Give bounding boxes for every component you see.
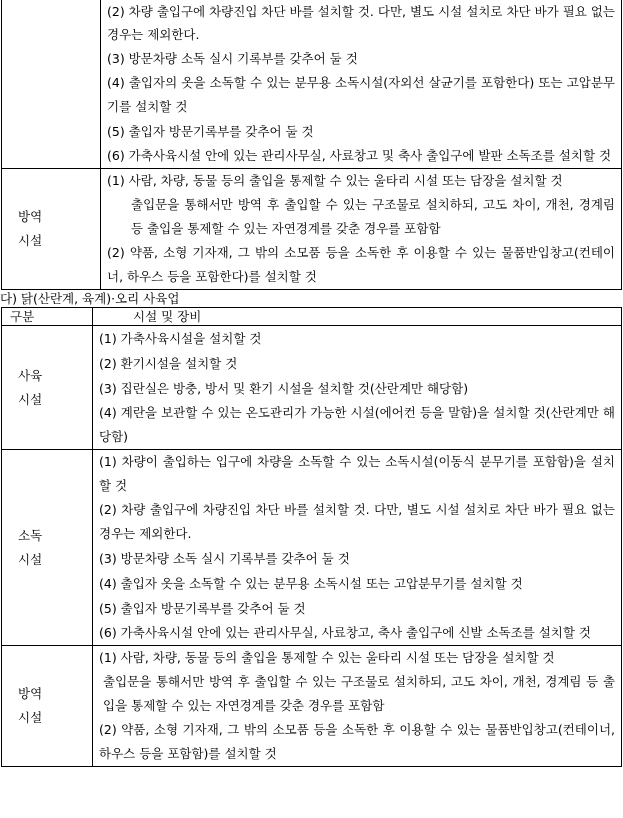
category-label-line1: 방역 <box>18 209 43 224</box>
category-label-line2: 시설 <box>18 551 43 567</box>
list-item: (1) 차량이 출입하는 입구에 차량을 소독할 수 있는 소독시설(이동식 분무기를 포함함)을 설치할 것 <box>99 454 615 493</box>
list-item: (1) 사람, 차량, 동물 등의 출입을 통제할 수 있는 울타리 시설 또는 담장을 설치할 것 <box>107 173 563 188</box>
header-facility: 시설 및 장비 <box>93 308 622 326</box>
quarantine-content <box>101 169 622 290</box>
empty-category-cell <box>2 0 101 169</box>
category-cell <box>2 169 101 290</box>
list-item: (5) 출입자 방문기록부를 갖추어 둘 것 <box>99 601 306 616</box>
breeding-content <box>93 326 622 450</box>
quarantine-content <box>93 646 622 767</box>
list-item: (3) 방문차량 소독 실시 기록부를 갖추어 둘 것 <box>99 551 350 566</box>
list-item: (6) 가축사육시설 안에 있는 관리사무실, 사료창고, 축사 출입구에 신발 소독조를 설치할 것 <box>99 625 591 640</box>
list-item: (2) 차량 출입구에 차량진입 차단 바를 설치할 것. 다만, 별도 시설 설치로 차단 바가 필요 없는 경우는 제외한다. <box>107 4 615 42</box>
disinfection-continued-row <box>2 0 622 169</box>
category-label-line2: 시설 <box>18 710 43 725</box>
category-label-line1: 방역 <box>18 686 43 701</box>
category-label-line1: 소독 <box>18 527 43 543</box>
disinfection-content <box>93 450 622 646</box>
list-item: (2) 약품, 소형 기자재, 그 밖의 소모품 등을 소독한 후 이용할 수 있는 물품반입창고(컨테이너, 하우스 등을 포함한다)를 설치할 것 <box>107 245 615 284</box>
list-item: (5) 출입자 방문기록부를 갖추어 둘 것 <box>107 124 314 139</box>
disinfection-continued-content <box>101 0 622 169</box>
list-item: (1) 사람, 차량, 동물 등의 출입을 통제할 수 있는 울타리 시설 또는 담장을 설치할 것 <box>99 650 555 665</box>
list-item: (6) 가축사육시설 안에 있는 관리사무실, 사료창고 및 축사 출입구에 발판 소독조를 설치할 것 <box>107 148 612 163</box>
list-item: (2) 약품, 소형 기자재, 그 밖의 소모품 등을 소독한 후 이용할 수 있는 물품반입창고(컨테이너, 하우스 등을 포함함)를 설치할 것 <box>99 722 615 761</box>
poultry-requirements-table <box>1 307 622 767</box>
top-requirements-table <box>1 0 622 290</box>
list-item: (2) 환기시설을 설치할 것 <box>99 356 238 371</box>
quarantine-row <box>2 169 622 290</box>
list-item-note: 출입문을 통해서만 방역 후 출입할 수 있는 구조물로 설치하되, 고도 차이, 개천, 경계림 등 출입을 통제할 수 있는 자연경계를 갖춘 경우를 포함함 <box>103 674 615 713</box>
category-cell <box>2 326 93 450</box>
list-item: (4) 출입자 옷을 소독할 수 있는 분무용 소독시설 또는 고압분무기를 설치할 것 <box>99 576 523 591</box>
breeding-row <box>2 326 622 450</box>
list-item: (3) 집란실은 방충, 방서 및 환기 시설을 설치할 것(산란계만 해당함) <box>99 381 469 396</box>
list-item: (2) 차량 출입구에 차량진입 차단 바를 설치할 것. 다만, 별도 시설 설치로 차단 바가 필요 없는 경우는 제외한다. <box>99 502 615 541</box>
list-item: (4) 계란을 보관할 수 있는 온도관리가 가능한 시설(에어컨 등을 말함)을 설치할 것(산란계만 해당함) <box>99 405 615 444</box>
category-label-line1: 사육 <box>18 367 43 383</box>
quarantine-row <box>2 646 622 767</box>
list-item: (3) 방문차량 소독 실시 기록부를 갖추어 둘 것 <box>107 51 358 66</box>
header-category: 구분 <box>2 308 93 326</box>
category-cell <box>2 450 93 646</box>
category-label-line2: 시설 <box>18 233 43 248</box>
category-cell <box>2 646 93 767</box>
list-item: (4) 출입자의 옷을 소독할 수 있는 분무용 소독시설(자외선 살균기를 포함한다) 또는 고압분무기를 설치할 것 <box>107 75 615 114</box>
section-title: 다) 닭(산란계, 육계)·오리 사육업 <box>0 291 180 306</box>
category-label-line2: 시설 <box>18 391 43 407</box>
table-header-row <box>2 308 622 326</box>
list-item-note: 출입문을 통해서만 방역 후 출입할 수 있는 구조물로 설치하되, 고도 차이, 개천, 경계림 등 출입을 통제할 수 있는 자연경계를 갖춘 경우를 포함함 <box>131 197 615 236</box>
list-item: (1) 가축사육시설을 설치할 것 <box>99 331 262 346</box>
disinfection-row <box>2 450 622 646</box>
